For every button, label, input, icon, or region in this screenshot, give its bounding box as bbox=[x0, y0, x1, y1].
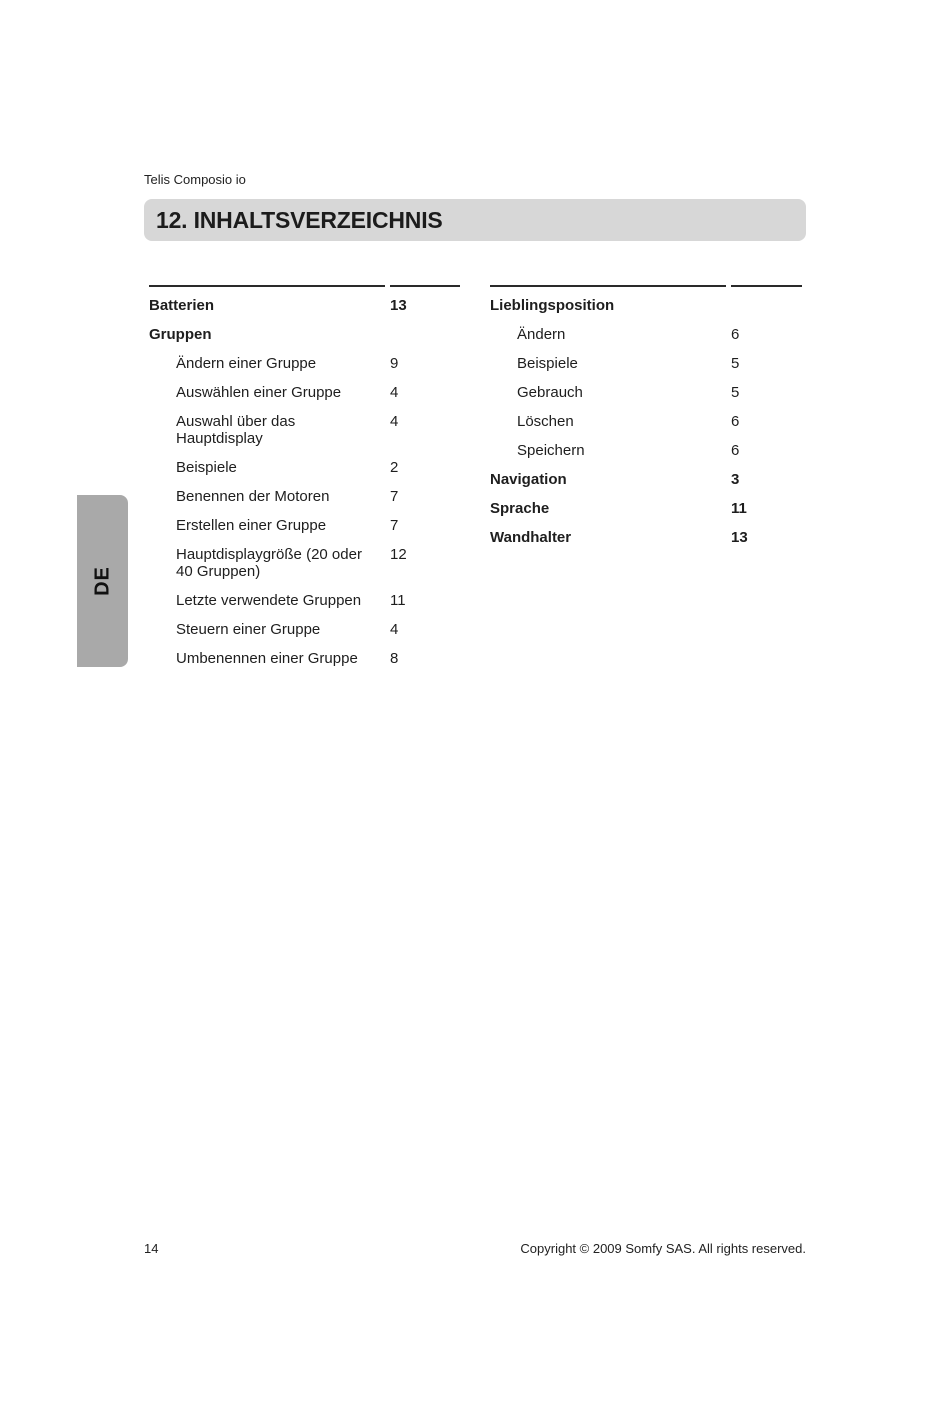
toc-entry bbox=[490, 529, 810, 546]
left-page-rule bbox=[390, 285, 460, 287]
toc-entry-label: Wandhalter bbox=[490, 529, 572, 546]
toc-entry-label: Steuern einer Gruppe bbox=[176, 621, 321, 638]
toc-entry-page: 7 bbox=[390, 517, 399, 534]
language-tab-label: DE bbox=[91, 566, 113, 596]
toc-entry bbox=[149, 621, 469, 638]
toc-entry-label: Speichern bbox=[517, 442, 585, 459]
toc-entry-label: Navigation bbox=[490, 471, 567, 488]
toc-entry-page: 6 bbox=[731, 413, 740, 430]
toc-column-left bbox=[149, 297, 469, 679]
copyright-notice: Copyright © 2009 Somfy SAS. All rights reserved. bbox=[520, 1241, 806, 1256]
title-bar bbox=[144, 199, 806, 241]
toc-entry bbox=[149, 517, 469, 534]
language-tab bbox=[77, 495, 128, 667]
toc-entry-page: 5 bbox=[731, 384, 740, 401]
right-label-rule bbox=[490, 285, 726, 287]
toc-entry-label: Lieblingsposition bbox=[490, 297, 615, 314]
toc-entry bbox=[490, 297, 810, 314]
toc-entry bbox=[149, 459, 469, 476]
toc-entry bbox=[149, 355, 469, 372]
toc-entry-page: 12 bbox=[390, 546, 407, 563]
toc-entry-page: 13 bbox=[731, 529, 748, 546]
document-header: Telis Composio io bbox=[144, 172, 246, 187]
toc-column-right bbox=[490, 297, 810, 558]
toc-entry-label: Batterien bbox=[149, 297, 215, 314]
toc-entry bbox=[490, 442, 810, 459]
toc-entry bbox=[490, 326, 810, 343]
toc-entry-page: 4 bbox=[390, 621, 399, 638]
toc-entry bbox=[490, 384, 810, 401]
toc-entry bbox=[490, 500, 810, 517]
toc-entry bbox=[149, 413, 469, 447]
toc-entry-label: Gruppen bbox=[149, 326, 212, 343]
toc-entry bbox=[490, 471, 810, 488]
toc-entry bbox=[149, 546, 469, 580]
page-title: 12. INHALTSVERZEICHNIS bbox=[156, 206, 443, 233]
toc-entry bbox=[149, 326, 469, 343]
right-page-rule bbox=[731, 285, 802, 287]
toc-entry-label: Erstellen einer Gruppe bbox=[176, 517, 327, 534]
toc-entry bbox=[149, 650, 469, 667]
page-number: 14 bbox=[144, 1241, 159, 1256]
toc-entry bbox=[490, 355, 810, 372]
toc-entry-page: 8 bbox=[390, 650, 399, 667]
toc-entry-page: 2 bbox=[390, 459, 399, 476]
toc-entry-page: 3 bbox=[731, 471, 740, 488]
toc-entry-page: 11 bbox=[731, 500, 747, 517]
toc-entry-label: Hauptdisplaygröße (20 oder 40 Gruppen) bbox=[176, 546, 362, 580]
toc-entry-page: 4 bbox=[390, 413, 399, 430]
toc-entry-label: Ändern einer Gruppe bbox=[176, 355, 317, 372]
toc-entry-label: Beispiele bbox=[517, 355, 578, 372]
toc-entry-label: Gebrauch bbox=[517, 384, 583, 401]
toc-entry-page: 4 bbox=[390, 384, 399, 401]
toc-entry-label: Letzte verwendete Gruppen bbox=[176, 592, 362, 609]
toc-entry-label: Auswählen einer Gruppe bbox=[176, 384, 342, 401]
toc-entry bbox=[490, 413, 810, 430]
toc-entry-page: 6 bbox=[731, 326, 740, 343]
toc-entry-label: Ändern bbox=[517, 326, 566, 343]
toc-entry-page: 9 bbox=[390, 355, 399, 372]
toc-entry bbox=[149, 384, 469, 401]
toc-entry-page: 7 bbox=[390, 488, 399, 505]
toc-entry bbox=[149, 488, 469, 505]
left-label-rule bbox=[149, 285, 385, 287]
toc-entry-page: 5 bbox=[731, 355, 740, 372]
toc-entry-label: Beispiele bbox=[176, 459, 237, 476]
toc-entry bbox=[149, 297, 469, 314]
toc-entry-label: Umbenennen einer Gruppe bbox=[176, 650, 358, 667]
toc-entry-page: 11 bbox=[390, 592, 406, 609]
toc-entry-page: 6 bbox=[731, 442, 740, 459]
toc-entry-label: Löschen bbox=[517, 413, 574, 430]
toc-entry-page: 13 bbox=[390, 297, 407, 314]
toc-entry-label: Benennen der Motoren bbox=[176, 488, 330, 505]
toc-entry-label: Auswahl über das Hauptdisplay bbox=[176, 413, 296, 447]
toc-entry-label: Sprache bbox=[490, 500, 550, 517]
toc-entry bbox=[149, 592, 469, 609]
